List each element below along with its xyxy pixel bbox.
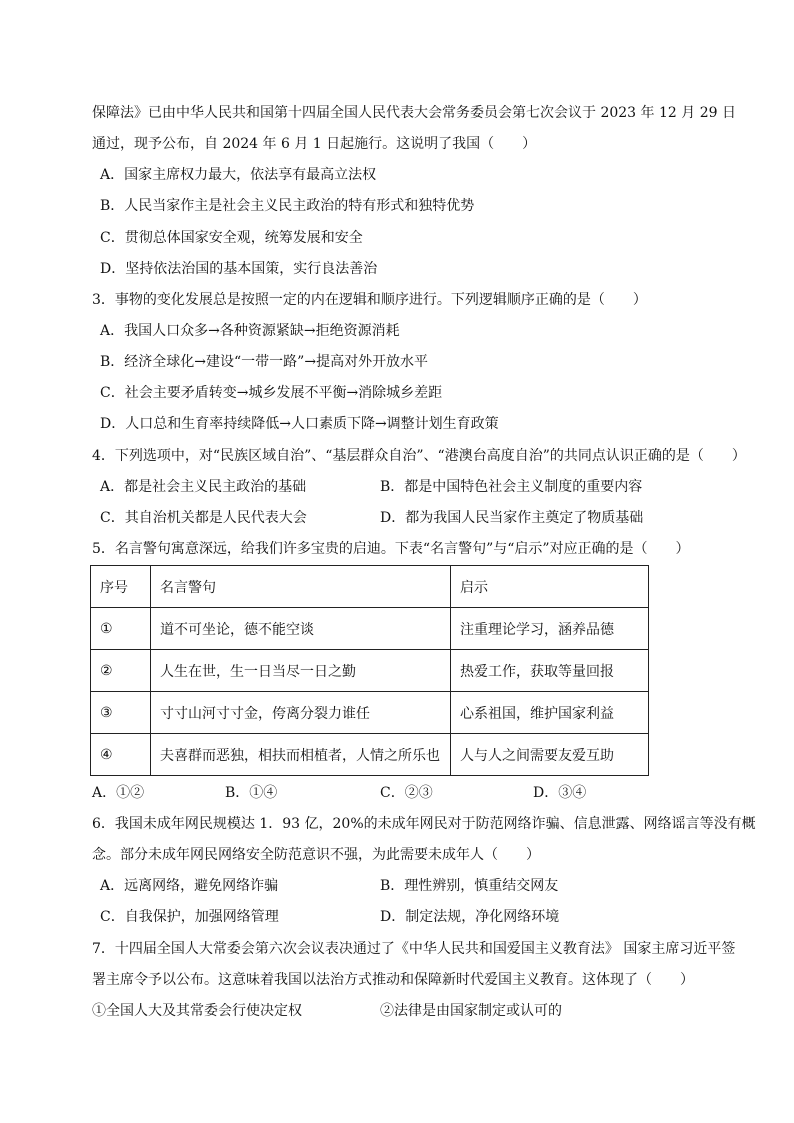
table-cell: 心系祖国，维护国家利益	[451, 692, 649, 734]
q7-stem-line1: 7．十四届全国人大常委会第六次会议表决通过了《中华人民共和国爱国主义教育法》 国家主席习近平签	[92, 941, 736, 957]
q6-option-d: D．制定法规，净化网络环境	[380, 909, 560, 925]
q3-stem: 3．事物的变化发展总是按照一定的内在逻辑和顺序进行。下列逻辑顺序正确的是（ ）	[92, 292, 647, 308]
table-cell: ②	[91, 650, 151, 692]
q2-option-a: A．国家主席权力最大，依法享有最高立法权	[100, 167, 377, 183]
q3-option-b: B．经济全球化→建设“一带一路”→提高对外开放水平	[100, 354, 429, 370]
q4-option-d: D．都为我国人民当家作主奠定了物质基础	[380, 510, 644, 526]
q5-option-a: A．①②	[92, 785, 145, 801]
q4-option-b: B．都是中国特色社会主义制度的重要内容	[380, 479, 643, 495]
table-cell: 寸寸山河寸寸金，侉离分裂力谁任	[151, 692, 451, 734]
q6-option-a: A．远离网络，避免网络诈骗	[100, 878, 279, 894]
table-cell: 注重理论学习，涵养品德	[451, 608, 649, 650]
table-cell: 人生在世，生一日当尽一日之勤	[151, 650, 451, 692]
q6-stem-line1: 6．我国未成年网民规模达 1．93 亿，20%的未成年网民对于防范网络诈骗、信息泄露、网络谣言等没有概	[92, 816, 756, 832]
q5-option-c: C．②③	[380, 785, 433, 801]
q7-option-2: ②法律是由国家制定或认可的	[380, 1003, 562, 1019]
table-cell: ④	[91, 734, 151, 776]
q4-option-a: A．都是社会主义民主政治的基础	[100, 479, 307, 495]
q5-stem: 5．名言警句寓意深远，给我们许多宝贵的启迪。下表“名言警句”与“启示”对应正确的是（ ）	[92, 541, 690, 557]
table-cell: 夫喜群而恶独，相扶而相植者，人情之所乐也	[151, 734, 451, 776]
q6-stem-line2: 念。部分未成年网民网络安全防范意识不强，为此需要未成年人（ ）	[92, 847, 540, 863]
table-row	[91, 692, 649, 734]
q3-option-c: C．社会主要矛盾转变→城乡发展不平衡→消除城乡差距	[100, 385, 443, 401]
q7-stem-line2: 署主席令予以公布。这意味着我国以法治方式推动和保障新时代爱国主义教育。这体现了（ ）	[92, 972, 694, 988]
q2-option-b: B．人民当家作主是社会主义民主政治的特有形式和独特优势	[100, 198, 475, 214]
q5-option-d: D．③④	[533, 785, 587, 801]
q2-stem-line1: 保障法》已由中华人民共和国第十四届全国人民代表大会常务委员会第七次会议于 2023 年 12 月 29 日	[92, 105, 736, 121]
table-cell: 人与人之间需要友爱互助	[451, 734, 649, 776]
q6-option-b: B．理性辨别，慎重结交网友	[380, 878, 559, 894]
q2-option-d: D．坚持依法治国的基本国策，实行良法善治	[100, 261, 378, 277]
table-cell: ③	[91, 692, 151, 734]
q7-option-1: ①全国人大及其常委会行使决定权	[92, 1003, 302, 1019]
q3-option-d: D．人口总和生育率持续降低→人口素质下降→调整计划生育政策	[100, 416, 499, 432]
q4-option-c: C．其自治机关都是人民代表大会	[100, 510, 307, 526]
table-cell: 道不可坐论，德不能空谈	[151, 608, 451, 650]
q5-option-b: B．①④	[225, 785, 278, 801]
quotes-table	[90, 565, 649, 776]
q2-stem-line2: 通过，现予公布，自 2024 年 6 月 1 日起施行。这说明了我国（ ）	[92, 136, 537, 152]
table-header: 启示	[451, 566, 649, 608]
table-row	[91, 650, 649, 692]
q3-option-a: A．我国人口众多→各种资源紧缺→拒绝资源消耗	[100, 323, 400, 339]
table-header: 名言警句	[151, 566, 451, 608]
table-header-row	[91, 566, 649, 608]
q4-stem: 4．下列选项中，对“民族区域自治”、“基层群众自治”、“港澳台高度自治”的共同点认识正确的是（ ）	[92, 448, 746, 464]
q2-option-c: C．贯彻总体国家安全观，统筹发展和安全	[100, 230, 363, 246]
table-header: 序号	[91, 566, 151, 608]
table-cell: 热爱工作，获取等量回报	[451, 650, 649, 692]
q6-option-c: C．自我保护，加强网络管理	[100, 909, 279, 925]
table-row	[91, 608, 649, 650]
table-row	[91, 734, 649, 776]
table-cell: ①	[91, 608, 151, 650]
